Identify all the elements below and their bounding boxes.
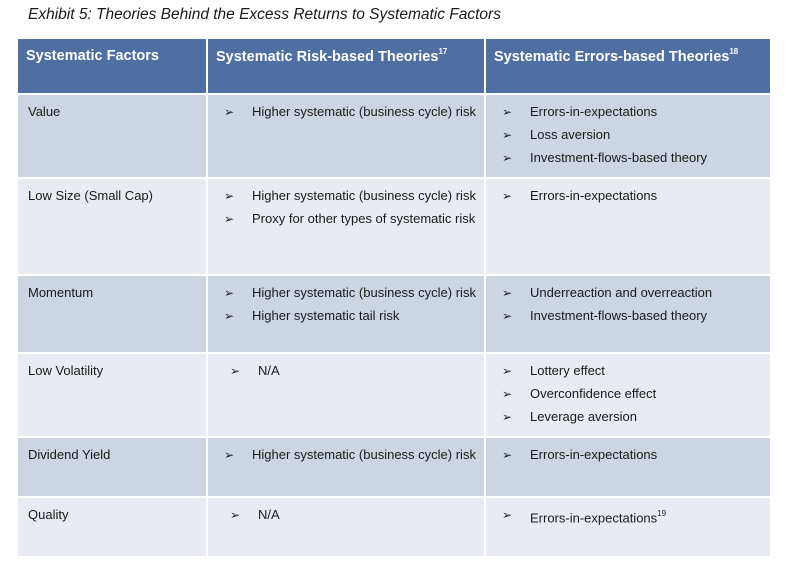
footnote-marker: 19 — [657, 509, 667, 518]
risk-theories-cell — [207, 497, 485, 557]
exhibit-title: Exhibit 5: Theories Behind the Excess Returns to Systematic Factors — [28, 6, 501, 23]
footnote-marker: 18 — [729, 47, 739, 56]
list-item: ➢ Investment-flows-based theory — [502, 308, 708, 323]
errors-theories-cell — [485, 353, 771, 437]
errors-theories-cell — [485, 275, 771, 353]
factor-name: Low Volatility — [17, 353, 207, 437]
arrow-bullet-icon: ➢ — [224, 286, 235, 300]
arrow-bullet-icon: ➢ — [502, 387, 513, 401]
table-row-dividend-yield — [17, 437, 771, 497]
theories-table — [16, 37, 772, 558]
footnote-marker: 17 — [438, 47, 448, 56]
list-item: ➢ Higher systematic (business cycle) risk — [224, 285, 476, 300]
table-row-quality — [17, 497, 771, 557]
table-row-low-size — [17, 178, 771, 275]
arrow-bullet-icon: ➢ — [502, 128, 513, 142]
arrow-bullet-icon: ➢ — [224, 105, 235, 119]
errors-theories-cell — [485, 94, 771, 178]
arrow-bullet-icon: ➢ — [502, 309, 513, 323]
list-item: ➢ Higher systematic (business cycle) risk — [224, 188, 476, 203]
header-errors-based-theories: Systematic Errors-based Theories$^{18}$ — [485, 38, 771, 94]
factor-name: Dividend Yield — [17, 437, 207, 497]
errors-theories-cell — [485, 178, 771, 275]
table-row-value — [17, 94, 771, 178]
list-item: ➢ Loss aversion — [502, 127, 611, 142]
table-row-momentum — [17, 275, 771, 353]
list-item: ➢ Overconfidence effect — [502, 386, 657, 401]
risk-theories-cell — [207, 353, 485, 437]
table-row-low-volatility — [17, 353, 771, 437]
risk-theories-cell — [207, 94, 485, 178]
factor-name: Momentum — [17, 275, 207, 353]
list-item: ➢ Higher systematic (business cycle) risk — [224, 447, 476, 462]
arrow-bullet-icon: ➢ — [224, 309, 235, 323]
list-item: ➢ Underreaction and overreaction — [502, 285, 713, 300]
arrow-bullet-icon: ➢ — [224, 212, 235, 226]
list-item: ➢ Higher systematic tail risk — [224, 308, 400, 323]
list-item: ➢ Higher systematic (business cycle) risk — [224, 104, 476, 119]
errors-theories-cell — [485, 497, 771, 557]
arrow-bullet-icon: ➢ — [224, 189, 235, 203]
arrow-bullet-icon: ➢ — [502, 151, 513, 165]
list-item: ➢ Leverage aversion — [502, 409, 637, 424]
table-header-row — [17, 38, 771, 94]
factor-name: Value — [17, 94, 207, 178]
arrow-bullet-icon: ➢ — [502, 286, 513, 300]
list-item: ➢ Proxy for other types of systematic risk — [224, 211, 476, 226]
errors-theories-cell — [485, 437, 771, 497]
list-item: ➢ Errors-in-expectations — [502, 104, 658, 119]
arrow-bullet-icon: ➢ — [502, 508, 513, 522]
list-item: ➢ Lottery effect — [502, 363, 605, 378]
arrow-bullet-icon: ➢ — [502, 105, 513, 119]
arrow-bullet-icon: ➢ — [502, 189, 513, 203]
arrow-bullet-icon: ➢ — [502, 364, 513, 378]
factor-name: Low Size (Small Cap) — [17, 178, 207, 275]
arrow-bullet-icon: ➢ — [502, 448, 513, 462]
list-item: ➢ N/A — [230, 507, 280, 522]
arrow-bullet-icon: ➢ — [502, 410, 513, 424]
list-item: ➢ N/A — [230, 363, 280, 378]
factor-name: Quality — [17, 497, 207, 557]
list-item: ➢ Investment-flows-based theory — [502, 150, 708, 165]
header-systematic-factors: Systematic Factors — [17, 38, 207, 94]
arrow-bullet-icon: ➢ — [224, 448, 235, 462]
list-item: ➢ Errors-in-expectations — [502, 188, 658, 203]
risk-theories-cell — [207, 275, 485, 353]
arrow-bullet-icon: ➢ — [230, 364, 241, 378]
arrow-bullet-icon: ➢ — [230, 508, 241, 522]
list-item: ➢ Errors-in-expectations$^{19}$ — [502, 508, 667, 526]
header-risk-based-theories: Systematic Risk-based Theories$^{17}$ — [207, 38, 485, 94]
risk-theories-cell — [207, 178, 485, 275]
risk-theories-cell — [207, 437, 485, 497]
list-item: ➢ Errors-in-expectations — [502, 447, 658, 462]
